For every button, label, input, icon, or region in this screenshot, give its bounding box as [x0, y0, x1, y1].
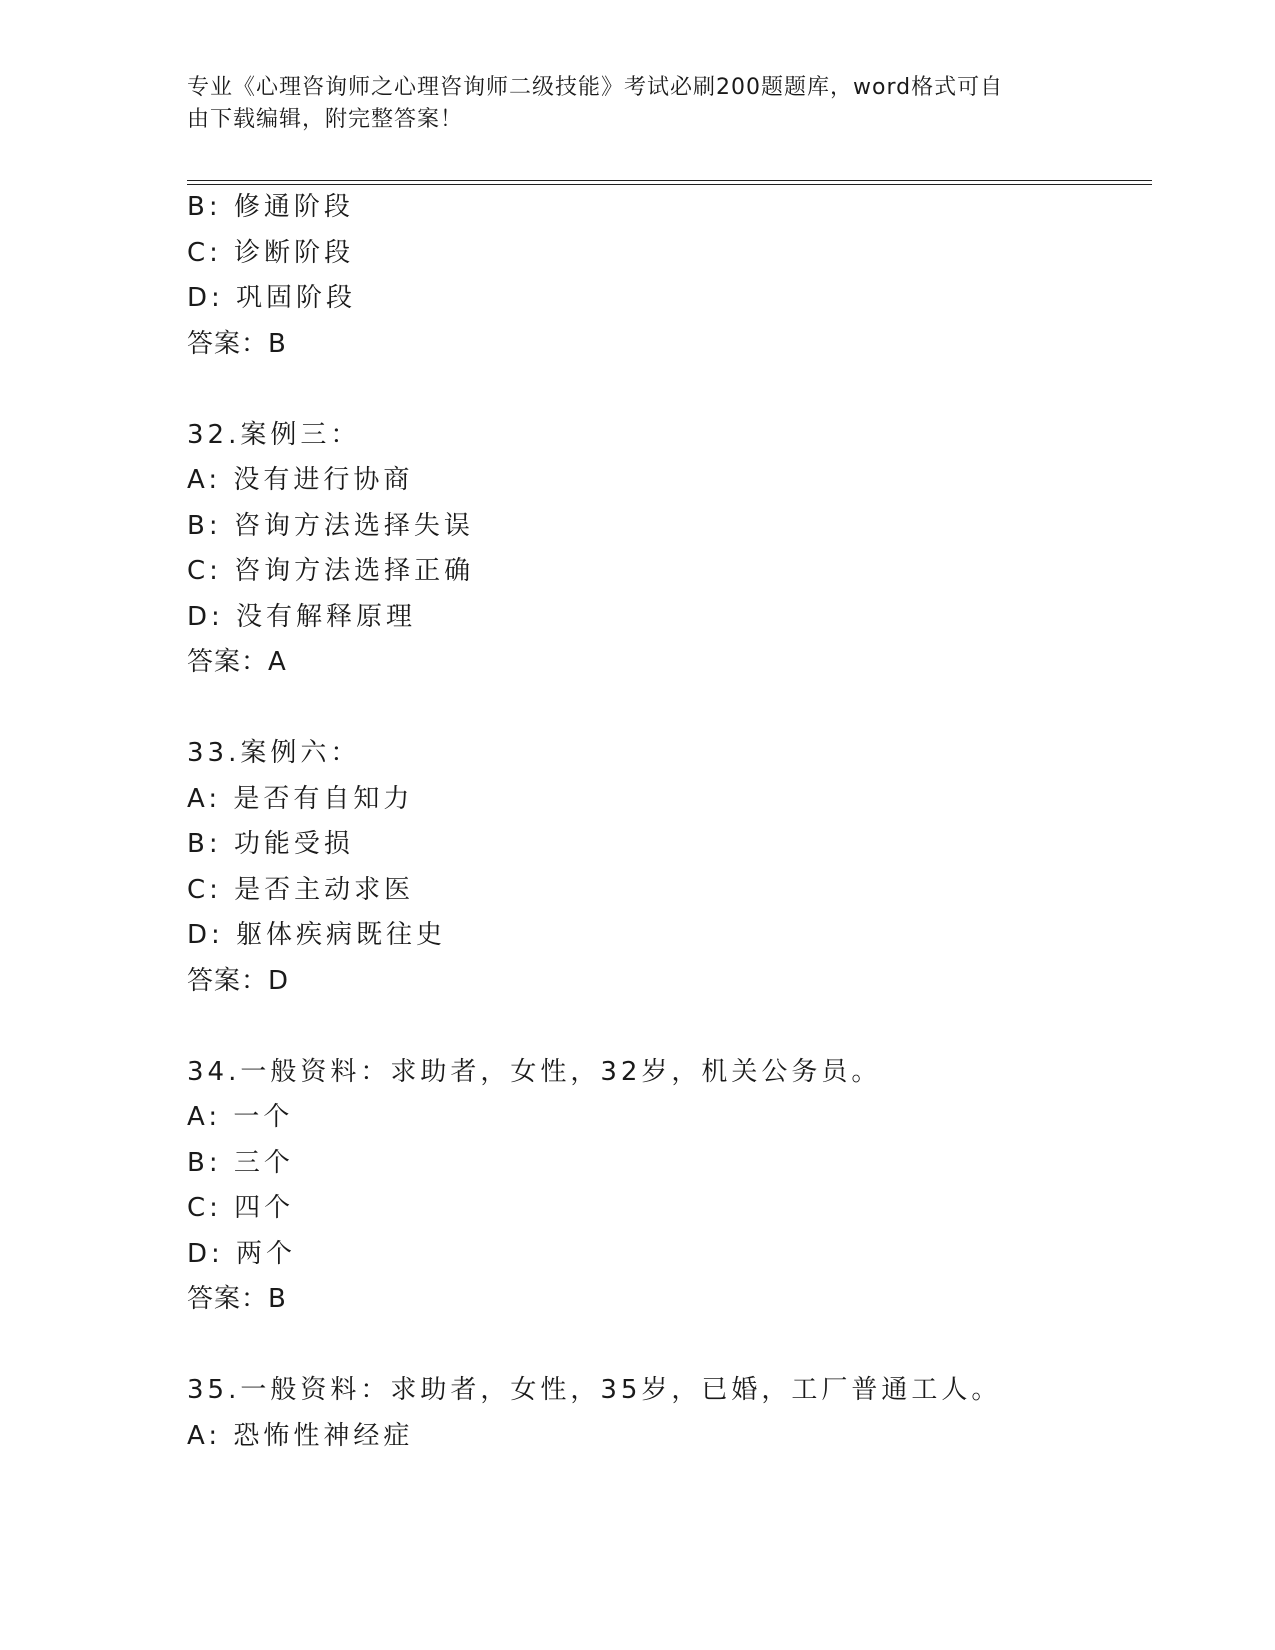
- question-stem: 32.案例三：: [187, 419, 361, 450]
- question-32: [187, 413, 1147, 686]
- option-b: B: 咨询方法选择失误: [187, 510, 474, 541]
- option-b: B: 三个: [187, 1147, 294, 1178]
- header-rule-top: [187, 180, 1152, 181]
- option-c: C: 诊断阶段: [187, 237, 355, 268]
- option-a: A: 恐怖性神经症: [187, 1420, 414, 1451]
- spacer: [187, 1004, 1147, 1050]
- carryover-question: [187, 185, 1147, 367]
- question-stem: 33.案例六：: [187, 738, 361, 768]
- option-b: B: 修通阶段: [187, 192, 354, 222]
- question-34: [187, 1050, 1147, 1323]
- question-list: [187, 185, 1147, 1459]
- option-d: D: 躯体疾病既往史: [187, 920, 447, 950]
- question-stem: 34.一般资料：求助者，女性，32岁，机关公务员。: [187, 1056, 882, 1087]
- answer-line: 答案：B: [187, 1284, 287, 1314]
- answer-line: 答案：B: [187, 328, 287, 359]
- option-a: A: 没有进行协商: [187, 465, 414, 495]
- document-header: [187, 72, 1067, 136]
- option-d: D: 巩固阶段: [187, 283, 357, 313]
- question-35: [187, 1368, 1147, 1459]
- option-d: D: 没有解释原理: [187, 601, 417, 632]
- option-d: D: 两个: [187, 1238, 297, 1269]
- spacer: [187, 686, 1147, 732]
- question-33: [187, 731, 1147, 1004]
- spacer: [187, 1323, 1147, 1369]
- option-c: C: 四个: [187, 1193, 295, 1223]
- answer-line: 答案：A: [187, 647, 287, 677]
- option-b: B: 功能受损: [187, 829, 354, 859]
- answer-line: 答案：D: [187, 965, 290, 996]
- option-a: A: 是否有自知力: [187, 783, 414, 814]
- option-c: C: 是否主动求医: [187, 874, 415, 905]
- option-c: C: 咨询方法选择正确: [187, 556, 475, 586]
- option-a: A: 一个: [187, 1102, 294, 1132]
- question-stem: 35.一般资料：求助者，女性，35岁，已婚，工厂普通工人。: [187, 1375, 1002, 1405]
- spacer: [187, 367, 1147, 413]
- header-line-1: 专业《心理咨询师之心理咨询师二级技能》考试必刷200题题库，word格式可自: [187, 75, 1004, 100]
- header-line-2: 由下载编辑，附完整答案！: [187, 107, 464, 132]
